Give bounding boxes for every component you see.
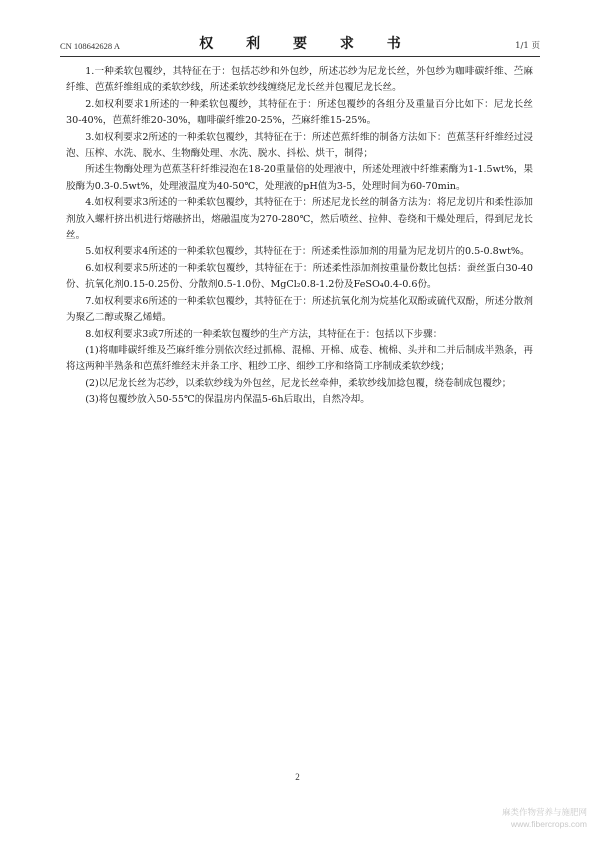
- page-title: 权 利 要 求 书: [199, 36, 415, 52]
- claim-8: 8.如权利要求3或7所述的一种柔软包覆纱的生产方法，其特征在于：包括以下步骤：: [85, 328, 443, 340]
- claim-8-step-1: (1)将咖啡碳纤维及苎麻纤维分别依次经过抓棉、混棉、开棉、成卷、梳棉、头并和二并后制成半熟条，再将这两种半熟条和芭蕉纤维经末并条工序、粗纱工序、细纱工序和络筒工序制成柔软纱线；: [66, 344, 533, 373]
- claim-8-step-3: (3)将包覆纱放入50-55℃的保温房内保温5-6h后取出，自然冷却。: [85, 394, 370, 406]
- claim-6: 6.如权利要求5所述的一种柔软包覆纱，其特征在于：所述柔性添加剂按重量份数比包括：蚕丝蛋白30-40份、抗氧化剂0.15-0.25份、分散剂0.5-1.0份、MgCl₂0.8-1.2份及FeSO₄0.4-0.6份。: [66, 262, 533, 291]
- claim-4: 4.如权利要求3所述的一种柔软包覆纱，其特征在于：所述尼龙长丝的制备方法为：将尼龙切片和柔性添加剂放入螺杆挤出机进行熔融挤出，熔融温度为270-280℃，然后喷丝、拉伸、卷绕和干燥处理后，得到尼龙长丝。: [66, 197, 533, 242]
- claim-7: 7.如权利要求6所述的一种柔软包覆纱，其特征在于：所述抗氧化剂为烷基化双酚或硫代双酚，所述分散剂为聚乙二醇或聚乙烯蜡。: [66, 295, 533, 324]
- watermark-url: www.fibercrops.com: [510, 819, 587, 829]
- claim-8-step-2: (2)以尼龙长丝为芯纱，以柔软纱线为外包丝，尼龙长丝牵伸，柔软纱线加捻包覆，绕卷制成包覆纱；: [85, 377, 512, 389]
- claim-3-detail: 所述生物酶处理为芭蕉茎秆纤维浸泡在18-20重量倍的处理液中，所述处理液中纤维素酶为1-1.5wt%，果胶酶为0.3-0.5wt%，处理液温度为40-50℃，处理液的pH值为3-5，处理时间为60-70min。: [66, 164, 533, 192]
- claim-2: 2.如权利要求1所述的一种柔软包覆纱，其特征在于：所述包覆纱的各组分及重量百分比如下：尼龙长丝30-40%，芭蕉纤维20-30%，咖啡碳纤维20-25%，苎麻纤维15-25%。: [66, 98, 533, 127]
- claims-body: [66, 64, 533, 409]
- page-number: 2: [295, 772, 300, 782]
- claim-1: 1.一种柔软包覆纱，其特征在于：包括芯纱和外包纱，所述芯纱为尼龙长丝，外包纱为咖啡碳纤维、苎麻纤维、芭蕉纤维组成的柔软纱线，所述柔软纱线缠绕尼龙长丝并包覆尼龙长丝。: [66, 66, 533, 94]
- document-number: CN 108642628 A: [60, 41, 120, 51]
- page-header: [60, 30, 540, 57]
- page-count: 1/1 页: [515, 41, 540, 51]
- watermark: [502, 806, 587, 830]
- claim-5: 5.如权利要求4所述的一种柔软包覆纱，其特征在于：所述柔性添加剂的用量为尼龙切片的0.5-0.8wt%。: [85, 246, 530, 258]
- watermark-site-name: 麻类作物营养与施肥网: [501, 807, 587, 817]
- claim-3: 3.如权利要求2所述的一种柔软包覆纱，其特征在于：所述芭蕉纤维的制备方法如下：芭蕉茎秆纤维经过浸泡、压榨、水洗、脱水、生物酶处理、水洗、脱水、抖松、烘干，制得；: [66, 131, 533, 160]
